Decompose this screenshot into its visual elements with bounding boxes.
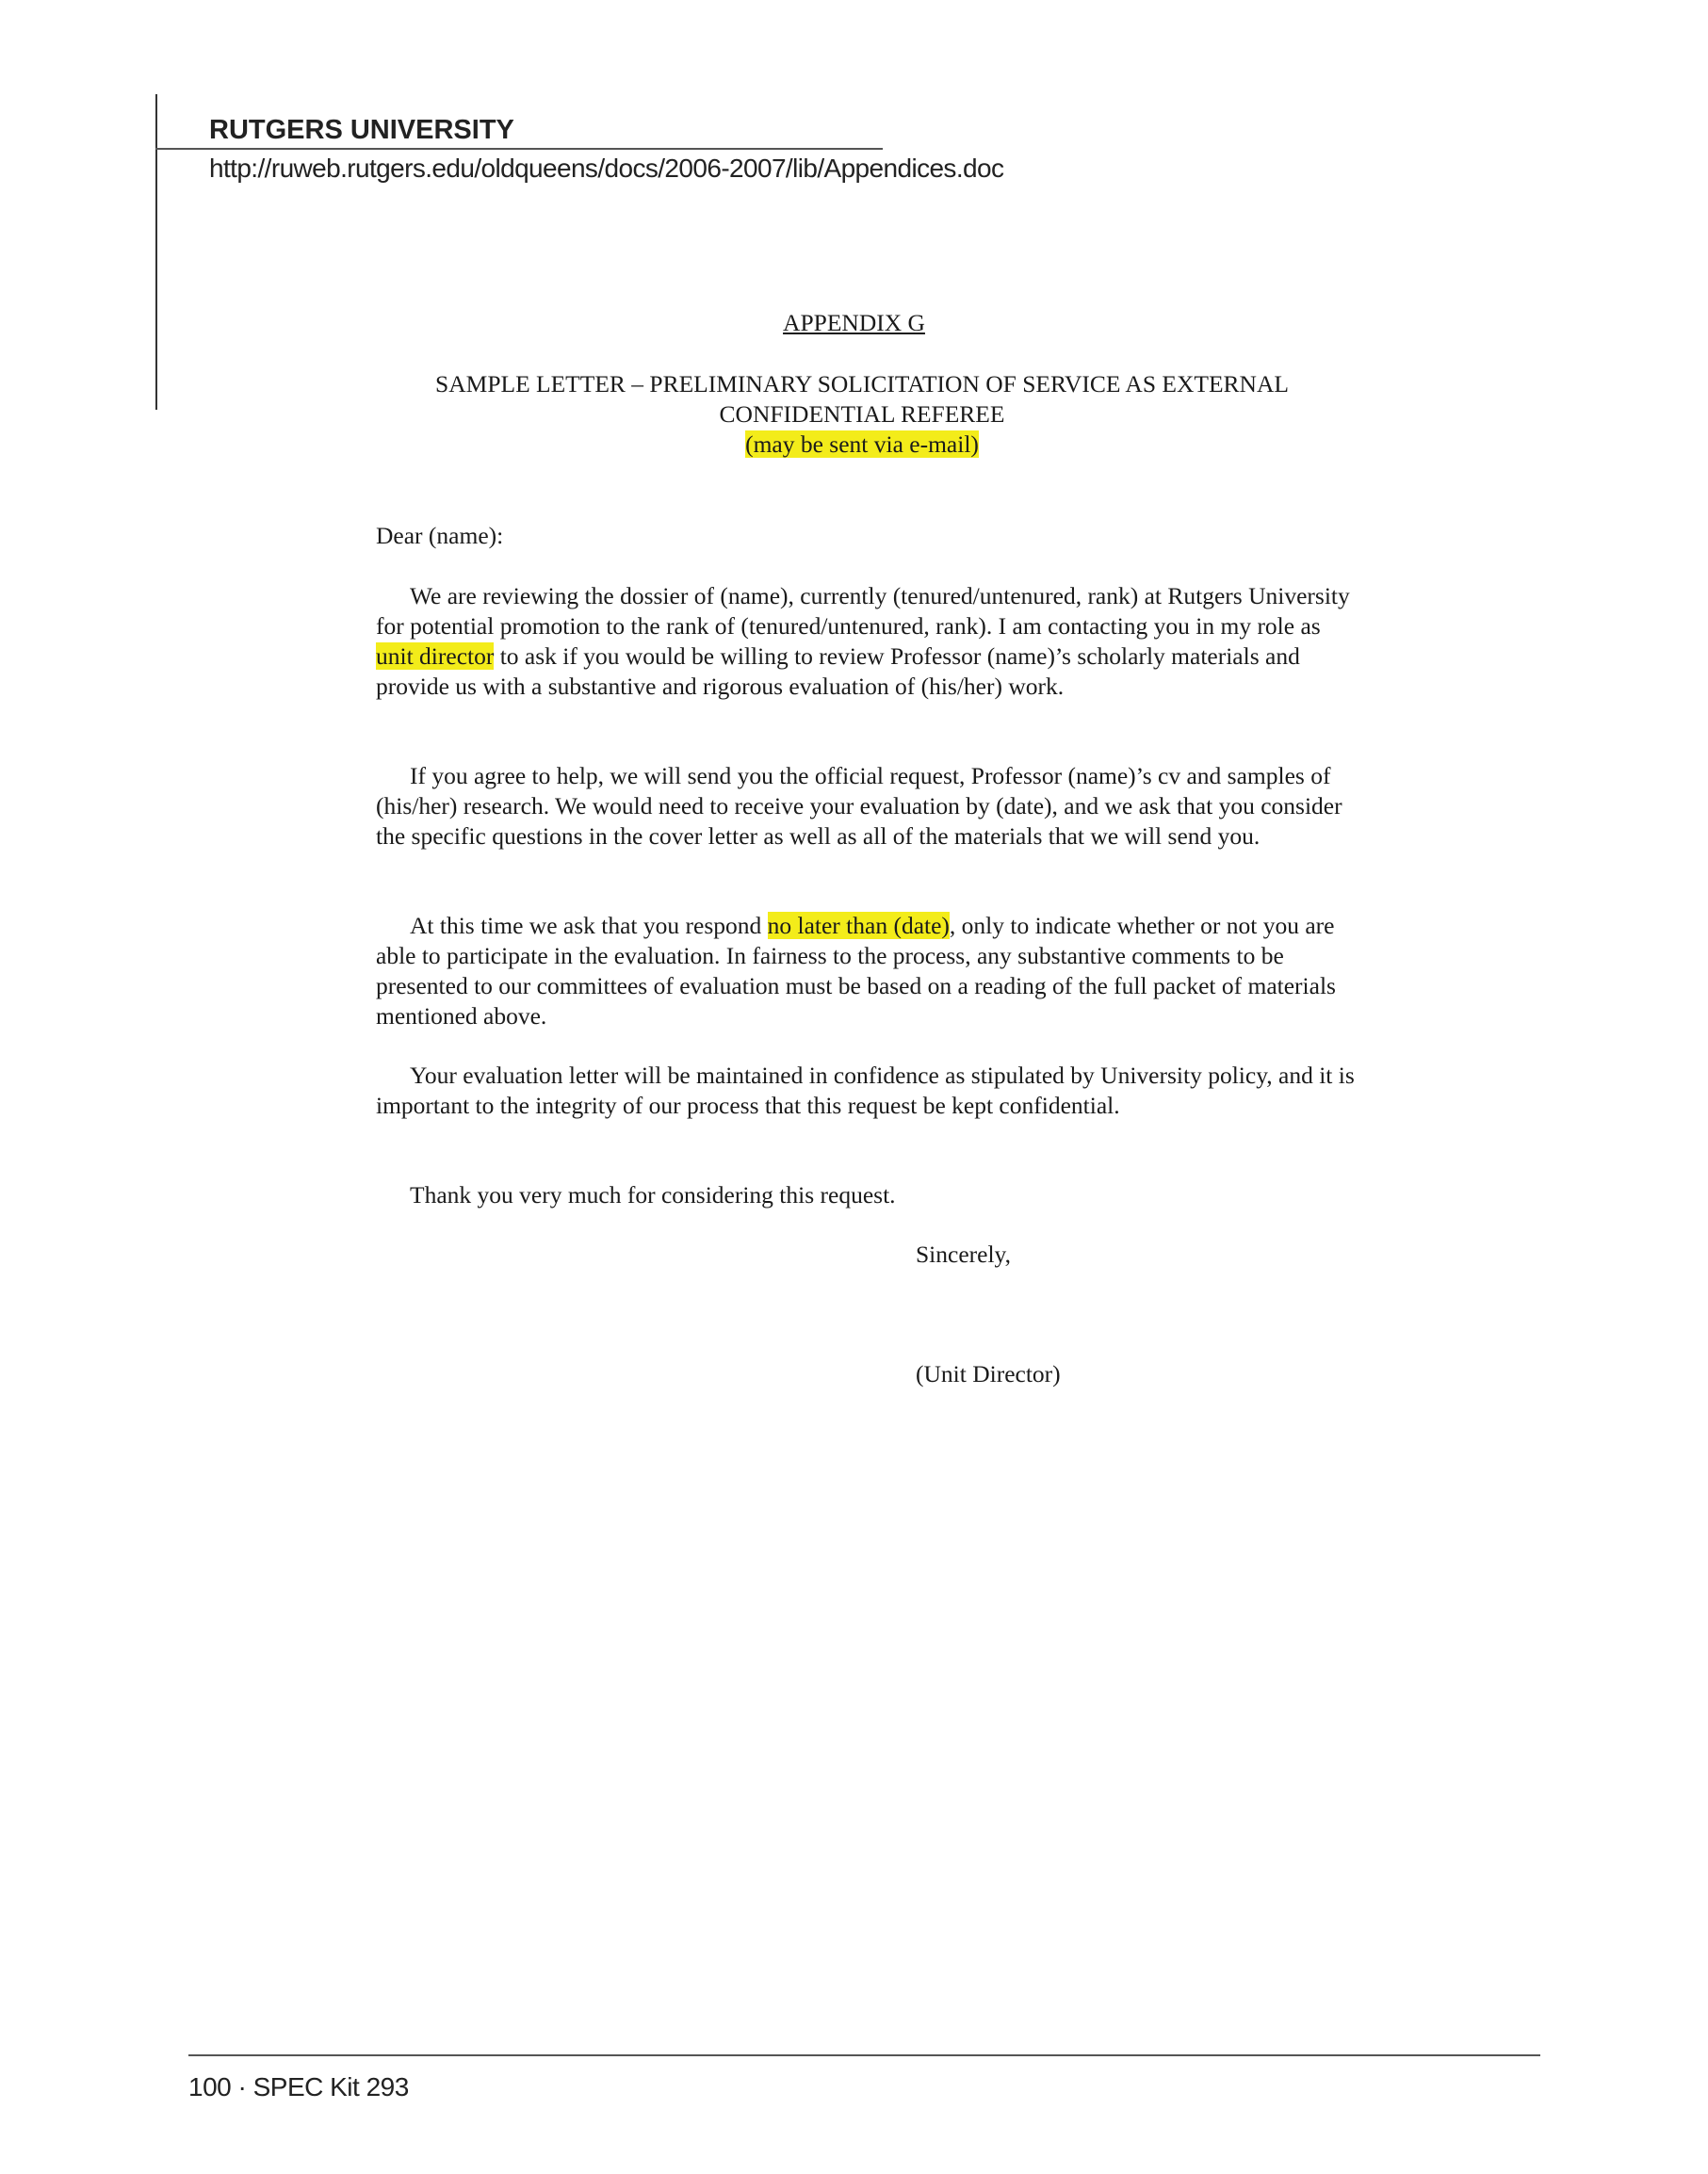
letter-subtitle: [358, 369, 1366, 460]
paragraph-1-text-a: We are reviewing the dossier of (name), currently (tenured/untenured, rank) at Rutgers University for potential promotion to the rank of (tenured/untenured, rank). I am contacting you in my role as: [376, 582, 1350, 640]
paragraph-3: [376, 911, 1356, 1031]
appendix-heading: [0, 309, 1708, 337]
subtitle-note: (may be sent via e-mail): [745, 430, 979, 458]
header-rule: [155, 148, 883, 150]
paragraph-4: Your evaluation letter will be maintained in confidence as stipulated by University policy, and it is important to the integrity of our process that this request be kept confidential.: [376, 1062, 1355, 1119]
signer: (Unit Director): [916, 1360, 1061, 1387]
header-vertical-rule: [155, 94, 157, 410]
header-title: RUTGERS UNIVERSITY: [209, 115, 514, 145]
paragraph-1-text-b: to ask if you would be willing to review Professor (name)’s scholarly materials and provide us with a substantive and rigorous evaluation of (his/her) work.: [376, 642, 1300, 700]
appendix-label: APPENDIX G: [783, 309, 925, 336]
paragraph-2: If you agree to help, we will send you the official request, Professor (name)’s cv and samples of (his/her) research. We would need to receive your evaluation by (date), and we ask that you consider the specific questions in the cover letter as well as all of the materials that we will send you.: [376, 762, 1342, 850]
footer-rule: [188, 2054, 1540, 2056]
header-url: http://ruweb.rutgers.edu/oldqueens/docs/2006-2007/lib/Appendices.doc: [209, 154, 1004, 183]
subtitle-line-1: SAMPLE LETTER – PRELIMINARY SOLICITATION OF SERVICE AS EXTERNAL: [435, 370, 1289, 397]
paragraph-3-text-b: , only to indicate whether or not you are able to participate in the evaluation. In fairness to the process, any substantive comments to be presented to our committees of evaluation must be based on a reading of the full packet of materials mentioned above.: [376, 912, 1336, 1030]
subtitle-note-wrap: [358, 430, 1366, 460]
paragraph-3-text-a: At this time we ask that you respond: [410, 912, 768, 939]
footer-page-label: 100 · SPEC Kit 293: [188, 2072, 409, 2101]
paragraph-1-highlight: unit director: [376, 642, 495, 670]
paragraph-3-highlight: no later than (date): [767, 912, 950, 939]
subtitle-line-2: CONFIDENTIAL REFEREE: [719, 400, 1005, 428]
greeting: Dear (name):: [376, 522, 504, 549]
paragraph-1: [376, 581, 1356, 702]
closing: Sincerely,: [916, 1241, 1012, 1268]
paragraph-5: Thank you very much for considering this request.: [410, 1181, 896, 1209]
